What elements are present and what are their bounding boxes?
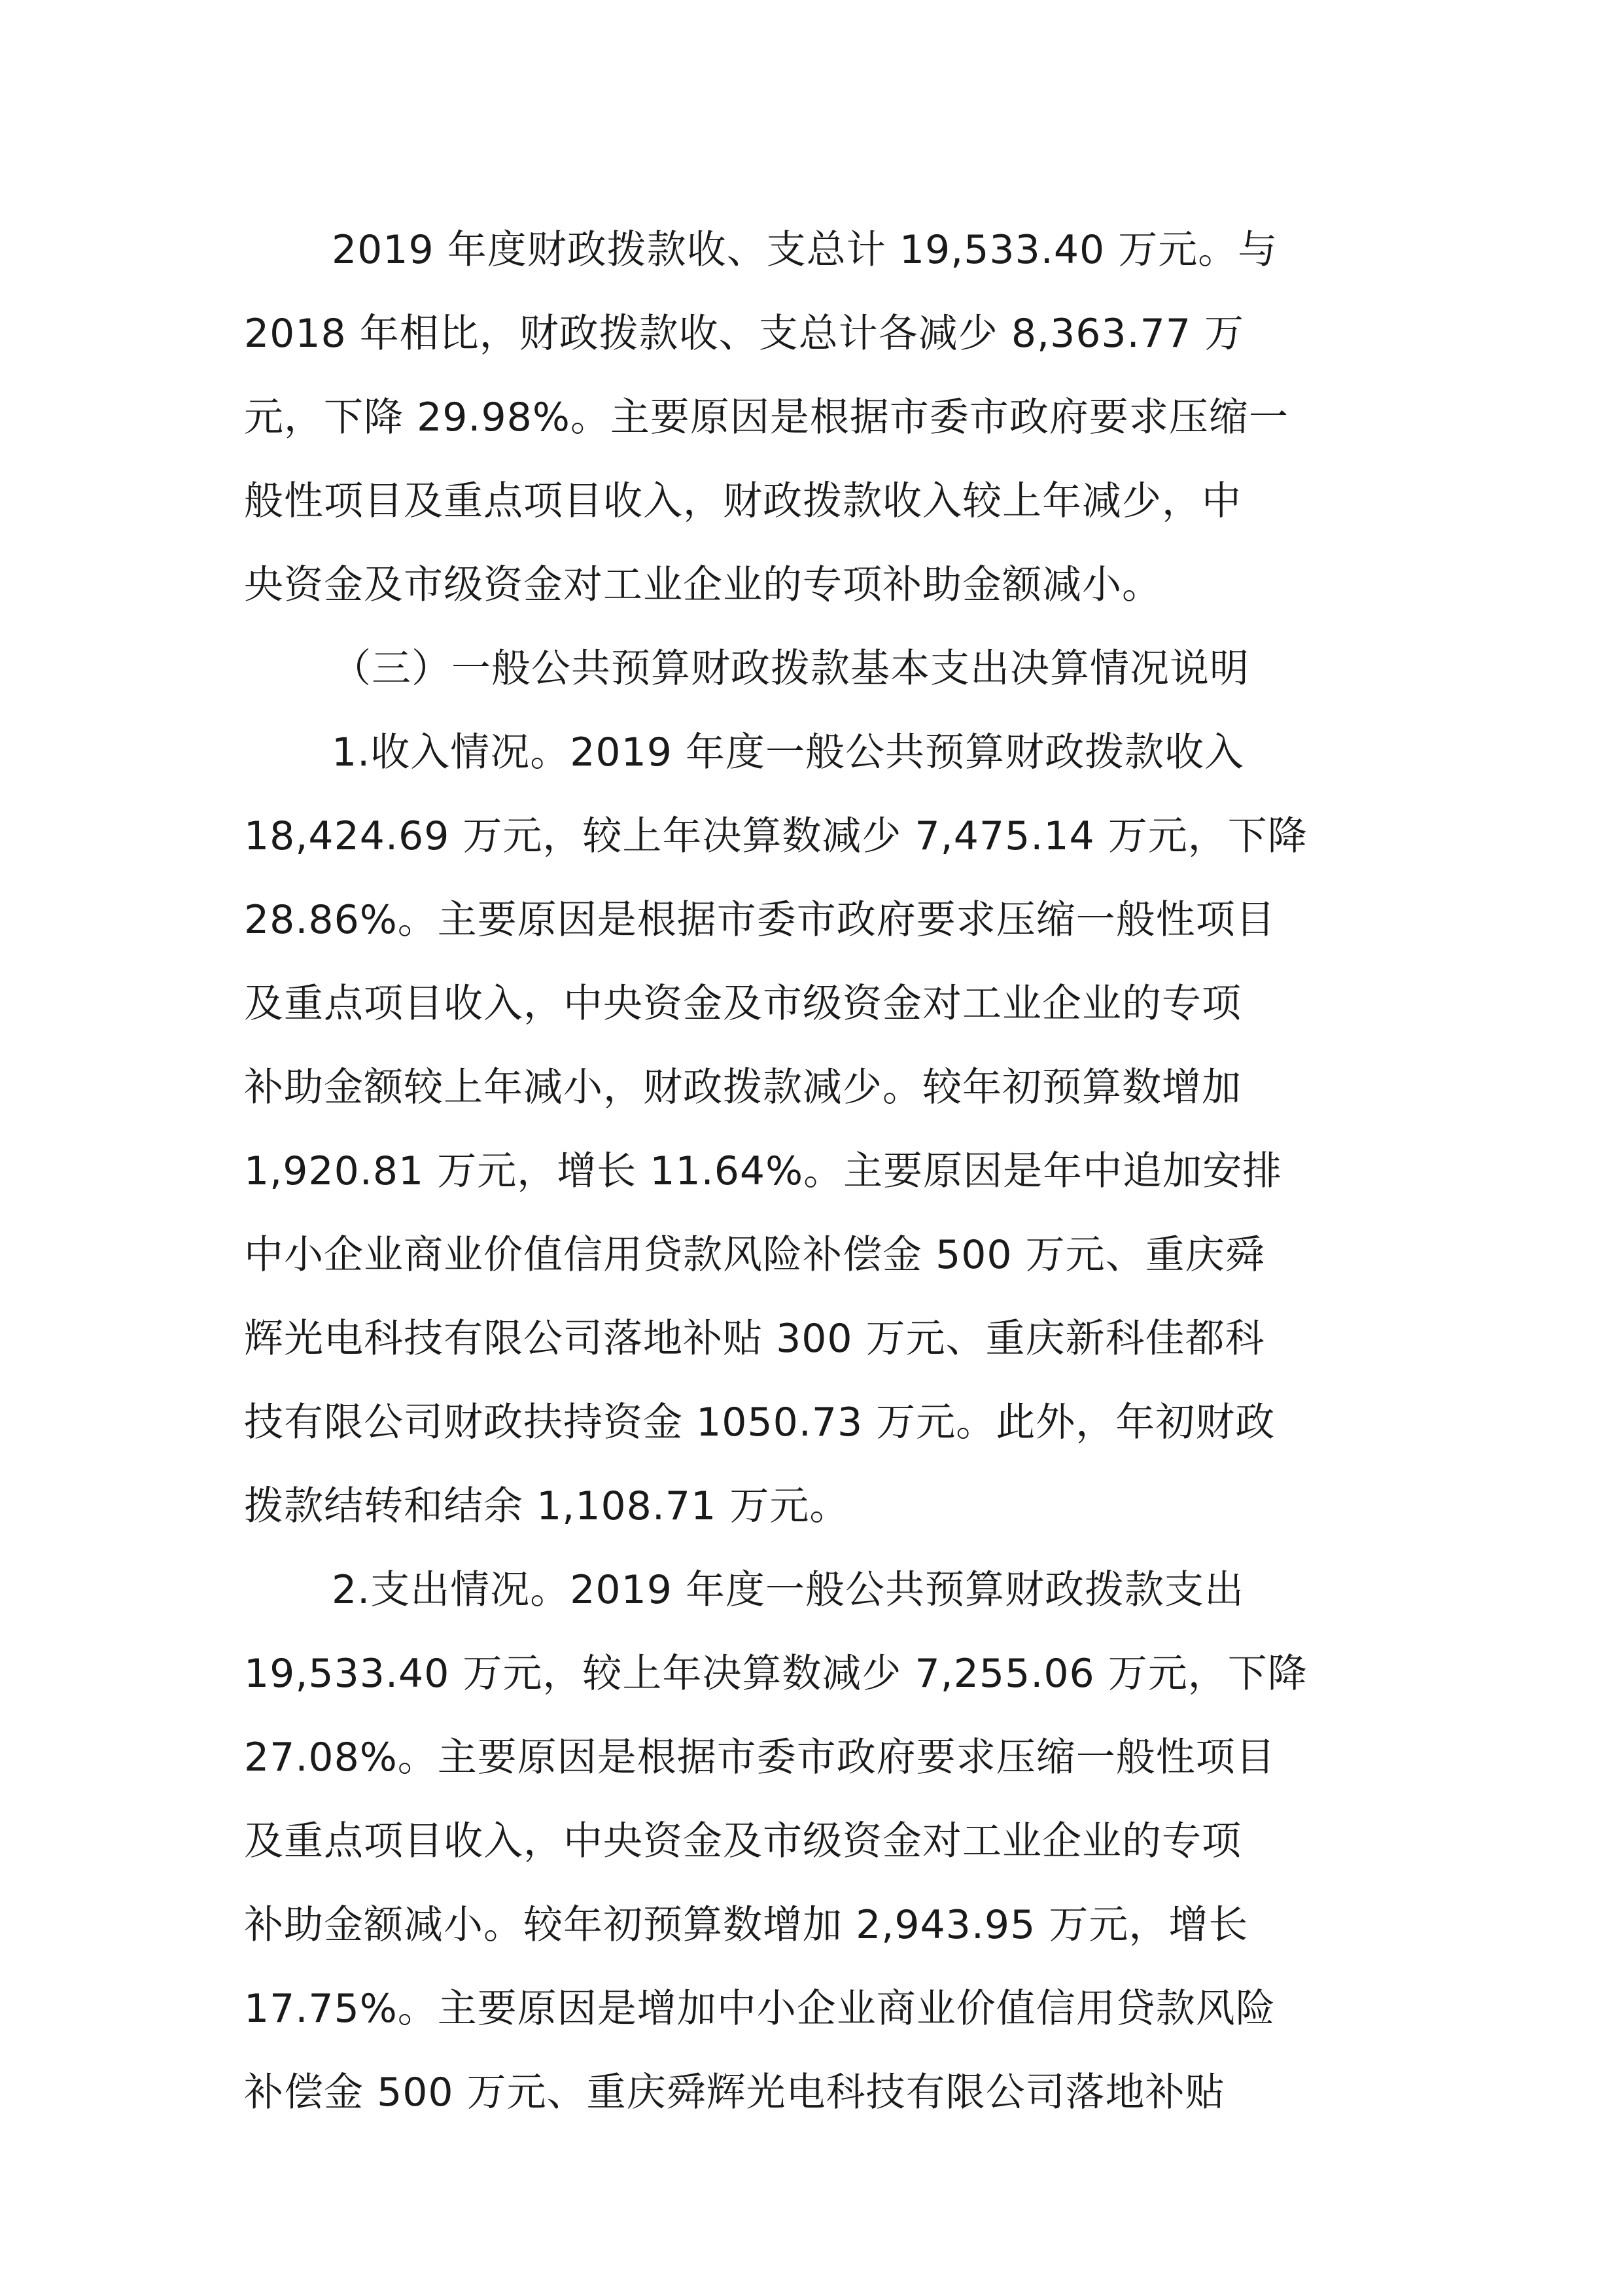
paragraph-line: 2.支出情况。2019 年度一般公共预算财政拨款支出 bbox=[332, 1567, 1245, 1613]
paragraph-line: 2018 年相比，财政拨款收、支总计各减少 8,363.77 万 bbox=[244, 311, 1245, 357]
section-heading: （三）一般公共预算财政拨款基本支出决算情况说明 bbox=[332, 646, 1249, 692]
paragraph-line: 技有限公司财政扶持资金 1050.73 万元。此外，年初财政 bbox=[244, 1400, 1276, 1445]
paragraph-line: 18,424.69 万元，较上年决算数减少 7,475.14 万元，下降 bbox=[244, 813, 1308, 859]
paragraph-line: 及重点项目收入，中央资金及市级资金对工业企业的专项 bbox=[244, 1818, 1242, 1864]
paragraph-line: 28.86%。主要原因是根据市委市政府要求压缩一般性项目 bbox=[244, 897, 1276, 943]
paragraph-line: 1,920.81 万元，增长 11.64%。主要原因是年中追加安排 bbox=[244, 1148, 1283, 1194]
paragraph-line: 补助金额减小。较年初预算数增加 2,943.95 万元，增长 bbox=[244, 1902, 1249, 1948]
paragraph-line: 及重点项目收入，中央资金及市级资金对工业企业的专项 bbox=[244, 981, 1242, 1027]
paragraph-line: 央资金及市级资金对工业企业的专项补助金额减小。 bbox=[244, 562, 1162, 608]
paragraph-line: 补偿金 500 万元、重庆舜辉光电科技有限公司落地补贴 bbox=[244, 2070, 1225, 2115]
paragraph-line: 辉光电科技有限公司落地补贴 300 万元、重庆新科佳都科 bbox=[244, 1316, 1265, 1362]
paragraph-line: 元，下降 29.98%。主要原因是根据市委市政府要求压缩一 bbox=[244, 395, 1289, 440]
paragraph-line: 1.收入情况。2019 年度一般公共预算财政拨款收入 bbox=[332, 730, 1245, 775]
paragraph-line: 中小企业商业价值信用贷款风险补偿金 500 万元、重庆舜 bbox=[244, 1232, 1265, 1278]
paragraph-line: 补助金额较上年减小，财政拨款减少。较年初预算数增加 bbox=[244, 1065, 1242, 1110]
paragraph-line: 27.08%。主要原因是根据市委市政府要求压缩一般性项目 bbox=[244, 1735, 1276, 1780]
body-text bbox=[244, 208, 1369, 2134]
paragraph-line: 17.75%。主要原因是增加中小企业商业价值信用贷款风险 bbox=[244, 1986, 1276, 2032]
paragraph-line: 拨款结转和结余 1,108.71 万元。 bbox=[244, 1483, 850, 1529]
paragraph-line: 2019 年度财政拨款收、支总计 19,533.40 万元。与 bbox=[332, 227, 1278, 273]
paragraph-line: 般性项目及重点项目收入，财政拨款收入较上年减少，中 bbox=[244, 478, 1242, 524]
paragraph-line: 19,533.40 万元，较上年决算数减少 7,255.06 万元，下降 bbox=[244, 1651, 1308, 1697]
